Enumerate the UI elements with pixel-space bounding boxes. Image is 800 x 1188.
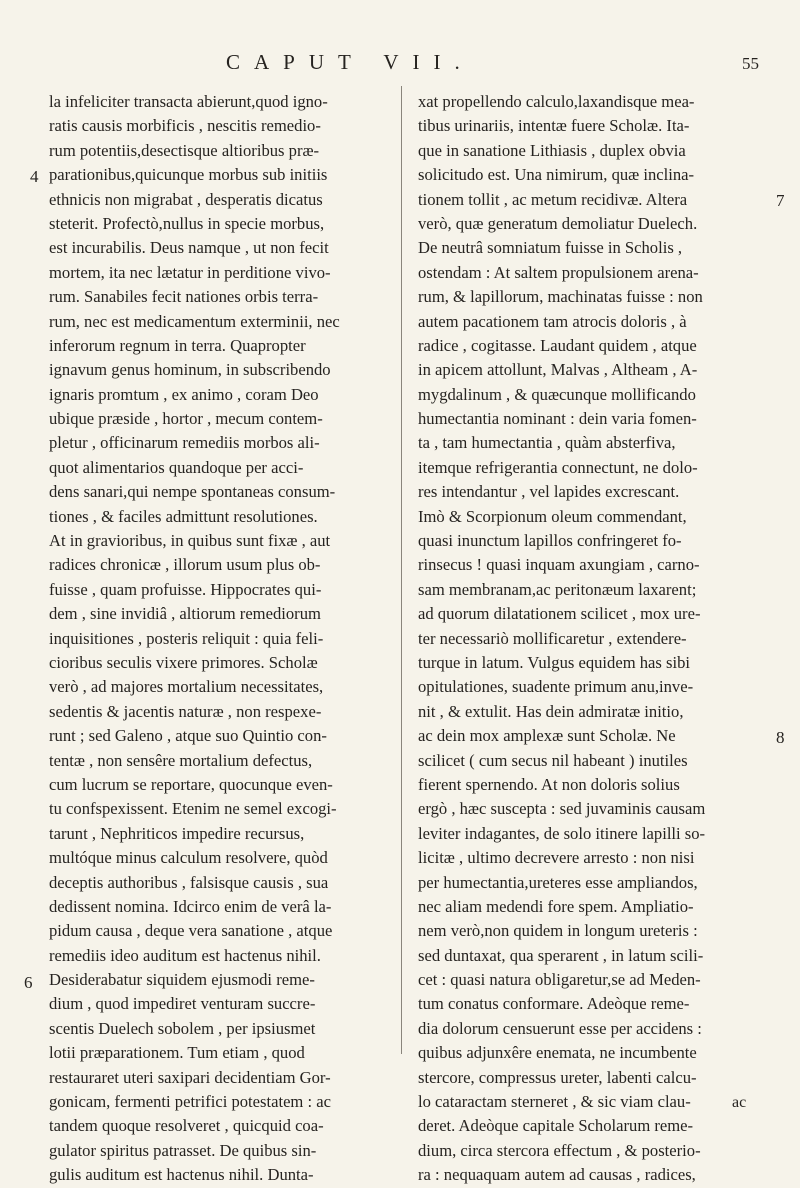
text-line: cioribus seculis vixere primores. Scholæ (49, 652, 318, 672)
text-line: rum, & lapillorum, machinatas fuisse : non (418, 287, 703, 307)
text-line: tionem tollit , ac metum recidivæ. Altera (418, 189, 688, 209)
text-line: ostendam : At saltem propulsionem arena- (418, 262, 699, 282)
text-line: tentæ , non sensêre mortalium defectus, (49, 750, 313, 770)
text-line: nit , & extulit. Has dein admiratæ initio, (418, 701, 684, 721)
text-line: stercore, compressus ureter, labenti calcu- (418, 1067, 697, 1087)
text-line: remediis ideo auditum est hactenus nihil. (49, 945, 321, 965)
text-line: gonicam, fermenti petrifici potestatem : ac (49, 1092, 331, 1112)
text-line: que in sanatione Lithiasis , duplex obvia (418, 140, 686, 160)
text-line: tarunt , Nephriticos impedire recursus, (49, 823, 305, 843)
text-line: rum, nec est medicamentum exterminii, nec (49, 311, 340, 331)
marginal-number: 4 (30, 167, 39, 186)
text-line: ac dein mox amplexæ sunt Scholæ. Ne (418, 726, 676, 746)
text-line: deret. Adeòque capitale Scholarum reme- (418, 1116, 694, 1136)
marginal-number: 6 (24, 973, 33, 992)
text-line: tandem quoque resolveret , quicquid coa- (49, 1116, 324, 1136)
text-line: parationibus,quicunque morbus sub initiis (49, 165, 328, 185)
text-line: mygdalinum , & quæcunque mollificando (418, 384, 696, 404)
text-line: gulis auditum est hactenus nihil. Dunta- (49, 1165, 314, 1185)
text-line: sam membranam,ac peritonæum laxarent; (418, 579, 697, 599)
text-line: De neutrâ somniatum fuisse in Scholis , (418, 238, 683, 258)
text-line: radice , cogitasse. Laudant quidem , atque (418, 335, 697, 355)
text-line: inferorum regnum in terra. Quapropter (49, 335, 306, 355)
text-line: ra : nequaquam autem ad causas , radices, (418, 1165, 696, 1185)
text-line: radices chronicæ , illorum usum plus ob- (49, 555, 321, 575)
text-line: itemque refrigerantia connectunt, ne dolo- (418, 457, 698, 477)
text-line: quibus adjunxêre enemata, ne incumbente (418, 1043, 697, 1063)
text-line: dem , sine invidiâ , altiorum remediorum (49, 604, 321, 624)
text-line: ubique præside , hortor , mecum contem- (49, 409, 323, 429)
text-line: restauraret uteri saxipari decidentiam Gor- (49, 1067, 331, 1087)
text-line: fuisse , quam profuisse. Hippocrates qui- (49, 579, 322, 599)
text-line: dia dolorum censuerunt esse per accidens : (418, 1018, 702, 1038)
text-line: ad quorum dilatationem scilicet , mox ure- (418, 604, 701, 624)
page-number: 55 (742, 54, 759, 73)
text-line: dium , quod impediret venturam succre- (49, 994, 316, 1014)
text-line: autem pacationem tam atrocis doloris , à (418, 311, 687, 331)
text-line: fierent spernendo. At non doloris solius (418, 774, 680, 794)
text-line: multóque minus calculum resolvere, quòd (49, 848, 328, 868)
right-column (418, 90, 768, 1188)
text-line: tu confspexissent. Etenim ne semel excogi- (49, 799, 337, 819)
text-line: lotii præparationem. Tum etiam , quod (49, 1043, 305, 1063)
text-line: runt ; sed Galeno , atque suo Quintio con- (49, 726, 327, 746)
text-line: verò , ad majores mortalium necessitates, (49, 677, 324, 697)
catchword: ac (732, 1094, 747, 1111)
text-line: cet : quasi natura obligaretur,se ad Meden- (418, 970, 701, 990)
text-line: inquisitiones , posteris reliquit : quia feli- (49, 628, 324, 648)
text-line: ergò , hæc suscepta : sed juvaminis causam (418, 799, 706, 819)
text-line: Imò & Scorpionum oleum commendant, (418, 506, 687, 526)
text-line: ratis causis morbificis , nescitis remedio- (49, 116, 321, 136)
text-line: res intendantur , vel lapides excrescant. (418, 482, 680, 502)
text-line: tum conatus conformare. Adeòque reme- (418, 994, 690, 1014)
text-line: in apicem attollunt, Malvas , Altheam , A- (418, 360, 698, 380)
text-line: sed duntaxat, qua sperarent , in latum scili- (418, 945, 704, 965)
text-line: solicitudo est. Una nimirum, quæ inclina- (418, 165, 695, 185)
text-line: quot alimentarios quandoque per acci- (49, 457, 304, 477)
text-line: licitæ , ultimo decrevere arresto : non nisi (418, 848, 695, 868)
text-line: At in gravioribus, in quibus sunt fixæ , aut (49, 531, 331, 551)
text-line: verò, quæ generatum demoliatur Duelech. (418, 213, 698, 233)
text-line: Desiderabatur siquidem ejusmodi reme- (49, 970, 315, 990)
text-line: deceptis authoribus , falsisque causis , sua (49, 872, 329, 892)
text-line: tibus urinariis, intentæ fuere Scholæ. Ita- (418, 116, 690, 136)
text-line: per humectantia,ureteres esse ampliandos, (418, 872, 698, 892)
text-line: nem verò,non quidem in longum ureteris : (418, 921, 698, 941)
text-line: quasi inunctum lapillos confringeret fo- (418, 531, 682, 551)
text-line: pletur , officinarum remediis morbos ali- (49, 433, 320, 453)
text-line: pidum causa , deque vera sanatione , atque (49, 921, 333, 941)
text-line: leviter indagantes, de solo itinere lapilli so- (418, 823, 706, 843)
text-line: rinsecus ! quasi inquam axungiam , carno- (418, 555, 700, 575)
text-line: cum lucrum se reportare, quocunque even- (49, 774, 333, 794)
marginal-number: 8 (776, 728, 785, 747)
marginal-number: 7 (776, 191, 785, 210)
text-line: humectantia nominant : dein varia fomen- (418, 409, 697, 429)
text-line: lo cataractam sterneret , & sic viam clau- (418, 1092, 691, 1112)
text-line: steterit. Profectò,nullus in specie morbus, (49, 213, 325, 233)
column-divider (401, 86, 402, 1054)
text-line: mortem, ita nec lætatur in perditione vivo- (49, 262, 331, 282)
text-line: nec aliam medendi fore spem. Ampliatio- (418, 896, 694, 916)
text-line: tiones , & faciles admittunt resolutiones. (49, 506, 318, 526)
running-head: CAPUT VII. (226, 50, 474, 74)
text-line: gulator spiritus patrasset. De quibus sin- (49, 1140, 317, 1160)
text-line: dedissent nomina. Idcirco enim de verâ la- (49, 896, 332, 916)
text-line: turque in latum. Vulgus equidem has sibi (418, 652, 691, 672)
text-line: scentis Duelech sobolem , per ipsiusmet (49, 1018, 316, 1038)
text-line: rum potentiis,desectisque altioribus præ- (49, 140, 320, 160)
text-line: est incurabilis. Deus namque , ut non fecit (49, 238, 329, 258)
text-line: dens sanari,qui nempe spontaneas consum- (49, 482, 336, 502)
text-line: opitulationes, suadente primum anu,inve- (418, 677, 694, 697)
text-line: dium, circa stercora effectum , & posterio- (418, 1140, 701, 1160)
left-column (49, 90, 389, 1188)
page-header (0, 50, 800, 86)
text-line: ethnicis non migrabat , desperatis dicatus (49, 189, 323, 209)
text-line: xat propellendo calculo,laxandisque mea- (418, 92, 695, 111)
text-line: ignavum genus hominum, in subscribendo (49, 360, 331, 380)
text-line: scilicet ( cum secus nil habeant ) inutiles (418, 750, 688, 770)
text-line: la infeliciter transacta abierunt,quod igno- (49, 92, 328, 111)
text-line: ta , tam humectantia , quàm absterfiva, (418, 433, 676, 453)
text-line: sedentis & jacentis naturæ , non respexe- (49, 701, 322, 721)
text-line: ignaris promtum , ex animo , coram Deo (49, 384, 319, 404)
text-line: ter necessariò mollificaretur , extendere- (418, 628, 687, 648)
text-line: rum. Sanabiles fecit nationes orbis terra- (49, 287, 319, 307)
